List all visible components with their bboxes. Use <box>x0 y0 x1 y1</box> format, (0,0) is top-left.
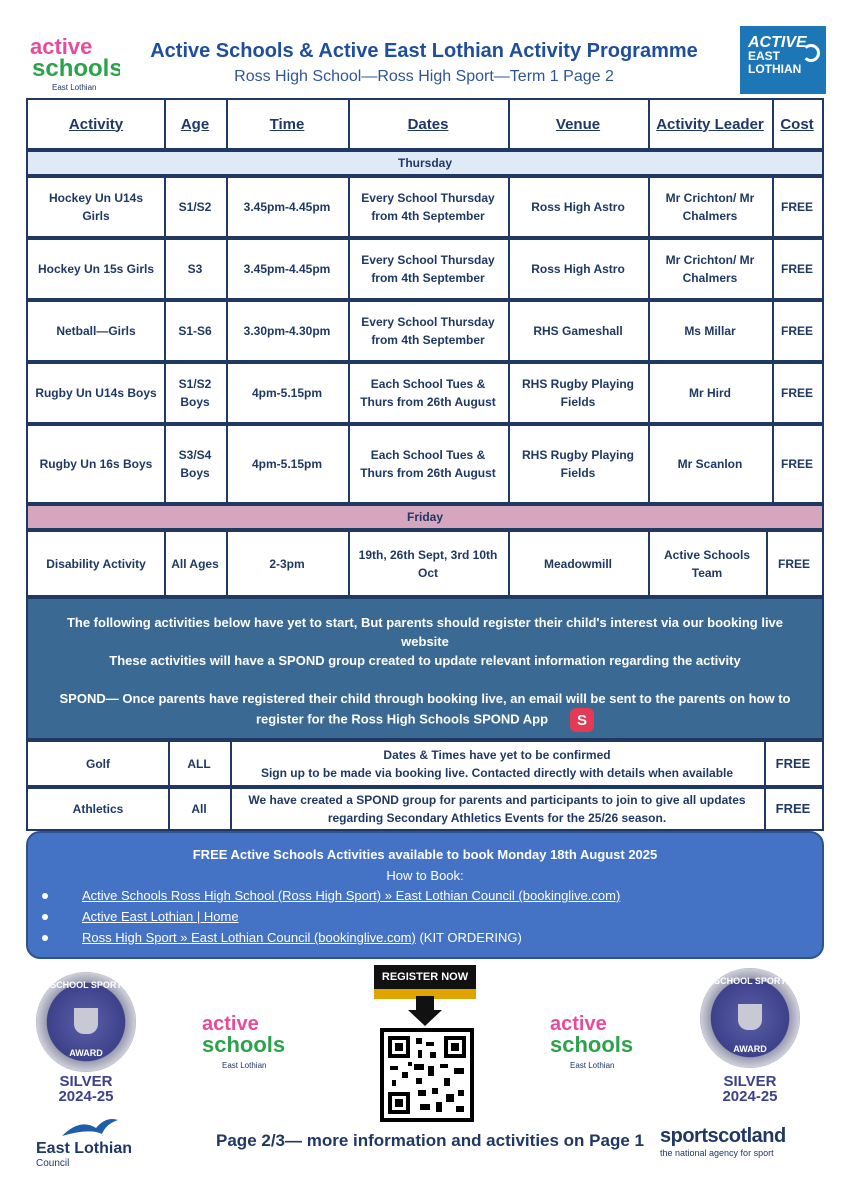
cell-age: S1/S2 <box>178 200 212 214</box>
info-line-1: The following activities below have yet to start, But parents should register their child's interest via our booking live website <box>66 615 784 649</box>
logo-region: East Lothian <box>52 83 97 92</box>
info-line-2: These activities will have a SPOND group created to update relevant information regarding the activity <box>109 653 741 668</box>
cell-time: 3.45pm-4.45pm <box>243 262 331 276</box>
cell-leader: Mr Scanlon <box>677 457 743 471</box>
cell-age: S3 <box>187 262 203 276</box>
col-header-time: Time <box>269 115 305 133</box>
cell-cost: FREE <box>780 386 813 400</box>
table-row <box>26 300 824 362</box>
upcoming-details-line-2: regarding Secondary Athletics Events for the 25/26 season. <box>327 811 667 825</box>
elc-name: East Lothian <box>36 1140 133 1157</box>
active-schools-logo-bottom-left <box>196 1008 296 1076</box>
booking-link-ross-high-school[interactable]: Active Schools Ross High School (Ross High Sport) » East Lothian Council (bookinglive.com) <box>82 888 621 903</box>
register-now-banner: REGISTER NOW <box>374 965 476 989</box>
list-item <box>28 927 822 948</box>
upcoming-row <box>26 740 824 787</box>
table-row <box>26 176 824 238</box>
active-schools-logo-bottom-right <box>544 1008 644 1076</box>
cell-dates: Every School Thursday from 4th September <box>361 315 495 347</box>
upcoming-age: ALL <box>187 756 211 771</box>
upcoming-details-line-2: Sign up to be made via booking live. Contacted directly with details when available <box>260 765 734 780</box>
upcoming-details-line-1: We have created a SPOND group for parents and participants to join to give all updates <box>248 793 746 807</box>
cell-activity: Hockey Un U14s Girls <box>48 191 144 223</box>
col-header-dates: Dates <box>407 115 449 133</box>
cell-leader: Mr Crichton/ Mr Chalmers <box>665 191 755 223</box>
booking-links-list <box>28 885 822 948</box>
medal-top-text: SCHOOL SPORT <box>714 976 786 986</box>
logo-word-schools: schools <box>550 1032 634 1057</box>
cell-age: S3/S4 Boys <box>178 448 212 480</box>
cell-venue: Meadowmill <box>543 556 612 571</box>
list-item <box>28 906 822 927</box>
trophy-icon <box>738 1004 762 1030</box>
logo-region: East Lothian <box>222 1061 267 1070</box>
booking-title: FREE Active Schools Activities available to book Monday 18th August 2025 <box>192 847 658 862</box>
trophy-icon <box>74 1008 98 1034</box>
active-east-lothian-logo <box>740 26 826 94</box>
col-header-leader: Activity Leader <box>656 115 764 133</box>
silver-year: 2024-25 <box>722 1088 778 1105</box>
cell-venue: RHS Gameshall <box>533 324 623 338</box>
upcoming-activity: Athletics <box>72 802 124 816</box>
upcoming-details-line-1: Dates & Times have yet to be confirmed <box>383 747 611 762</box>
cell-leader: Mr Hird <box>689 386 731 400</box>
kit-ordering-note: (KIT ORDERING) <box>415 930 522 945</box>
page-subtitle: Ross High School—Ross High Sport—Term 1 Page 2 <box>234 68 614 85</box>
sportscotland-tagline: the national agency for sport <box>660 1148 774 1158</box>
cell-activity: Hockey Un 15s Girls <box>37 262 155 276</box>
cell-activity: Rugby Un 16s Boys <box>39 457 153 471</box>
cell-time: 3.30pm-4.30pm <box>243 324 331 338</box>
logo-word-schools: schools <box>32 55 120 82</box>
logo-word-schools: schools <box>202 1032 286 1057</box>
booking-link-ross-high-sport[interactable]: Ross High Sport » East Lothian Council (bookinglive.com) <box>82 930 416 945</box>
upcoming-details <box>230 742 764 785</box>
ael-line-2: EAST <box>748 49 781 63</box>
upcoming-cost: FREE <box>775 755 811 771</box>
list-item <box>28 885 822 906</box>
ael-line-3: LOTHIAN <box>748 62 802 76</box>
cell-activity: Disability Activity <box>46 556 146 571</box>
cell-age: All Ages <box>171 556 219 571</box>
upcoming-age: All <box>191 802 207 816</box>
cell-venue: RHS Rugby Playing Fields <box>521 377 634 409</box>
upcoming-activity: Golf <box>86 756 110 771</box>
booking-box <box>26 831 824 959</box>
cell-age: S1/S2 Boys <box>178 377 212 409</box>
cell-time: 4pm-5.15pm <box>251 386 323 400</box>
cell-leader: Mr Crichton/ Mr Chalmers <box>665 253 755 285</box>
upcoming-details <box>230 789 764 829</box>
cell-dates: Each School Tues & Thurs from 26th August <box>360 377 496 409</box>
cell-venue: Ross High Astro <box>531 200 625 214</box>
cell-dates: Every School Thursday from 4th September <box>361 253 495 285</box>
logo-word-active: active <box>202 1013 259 1035</box>
cell-activity: Rugby Un U14s Boys <box>35 386 157 400</box>
booking-link-active-east-lothian[interactable]: Active East Lothian | Home <box>82 909 239 924</box>
cell-activity: Netball—Girls <box>56 324 136 338</box>
cell-dates: 19th, 26th Sept, 3rd 10th Oct <box>358 547 498 580</box>
cell-leader: Ms Millar <box>684 324 736 338</box>
elc-sub: Council <box>36 1158 70 1169</box>
cell-time: 2-3pm <box>269 556 305 571</box>
spond-info-box <box>26 597 824 740</box>
qr-code[interactable] <box>380 1028 474 1122</box>
active-schools-logo <box>28 32 120 92</box>
cell-dates: Each School Tues & Thurs from 26th August <box>360 448 496 480</box>
cell-time: 4pm-5.15pm <box>251 457 323 471</box>
logo-word-active: active <box>30 34 93 59</box>
medal-top-text: SCHOOL SPORT <box>50 980 122 990</box>
medal-bottom-text: AWARD <box>733 1044 767 1054</box>
medal-bottom-text: AWARD <box>69 1048 103 1058</box>
page-footer: Page 2/3— more information and activities on Page 1 <box>216 1131 644 1150</box>
table-row <box>26 362 824 424</box>
upcoming-cost: FREE <box>775 801 811 816</box>
spond-app-icon <box>570 708 594 732</box>
school-sport-award-medal-right <box>700 968 800 1068</box>
silver-year: 2024-25 <box>58 1088 114 1105</box>
cell-cost: FREE <box>780 324 813 338</box>
logo-word-active: active <box>550 1013 607 1035</box>
col-header-activity: Activity <box>68 115 124 133</box>
table-row <box>26 238 824 300</box>
col-header-venue: Venue <box>555 115 601 133</box>
silver-award-left <box>31 1074 141 1104</box>
cell-time: 3.45pm-4.45pm <box>243 200 331 214</box>
cell-cost: FREE <box>777 556 810 571</box>
cell-cost: FREE <box>780 457 813 471</box>
cell-cost: FREE <box>780 262 813 276</box>
sportscotland-logo <box>660 1125 820 1165</box>
silver-award-right <box>695 1074 805 1104</box>
table-header-row <box>26 98 824 150</box>
down-arrow-head-icon <box>408 1010 442 1026</box>
cell-venue: RHS Rugby Playing Fields <box>521 448 634 480</box>
sportscotland-name: sportscotland <box>660 1125 786 1147</box>
how-to-book-label: How to Book: <box>386 868 464 883</box>
table-row <box>26 424 824 504</box>
upcoming-row <box>26 787 824 831</box>
cell-dates: Every School Thursday from 4th September <box>361 191 495 223</box>
col-header-age: Age <box>180 115 210 133</box>
logo-region: East Lothian <box>570 1061 615 1070</box>
table-row <box>26 530 824 597</box>
bird-icon <box>60 1114 120 1140</box>
ael-ring-icon <box>802 44 820 62</box>
cell-venue: Ross High Astro <box>531 262 625 276</box>
col-header-cost: Cost <box>780 115 814 133</box>
cell-leader: Active Schools Team <box>663 547 751 580</box>
ael-line-1: ACTIVE <box>748 34 807 51</box>
page-title: Active Schools & Active East Lothian Activity Programme <box>150 40 698 62</box>
silver-label: SILVER <box>59 1073 113 1090</box>
thursday-band: Thursday <box>26 150 824 176</box>
silver-label: SILVER <box>723 1073 777 1090</box>
friday-band: Friday <box>26 504 824 530</box>
school-sport-award-medal-left <box>36 972 136 1072</box>
cell-cost: FREE <box>780 200 813 214</box>
info-line-3: SPOND— Once parents have registered their child through booking live, an email will be sent to the parents on how to register for the Ross High Schools SPOND App <box>59 691 791 727</box>
east-lothian-council-logo <box>30 1114 140 1170</box>
cell-age: S1-S6 <box>178 324 212 338</box>
